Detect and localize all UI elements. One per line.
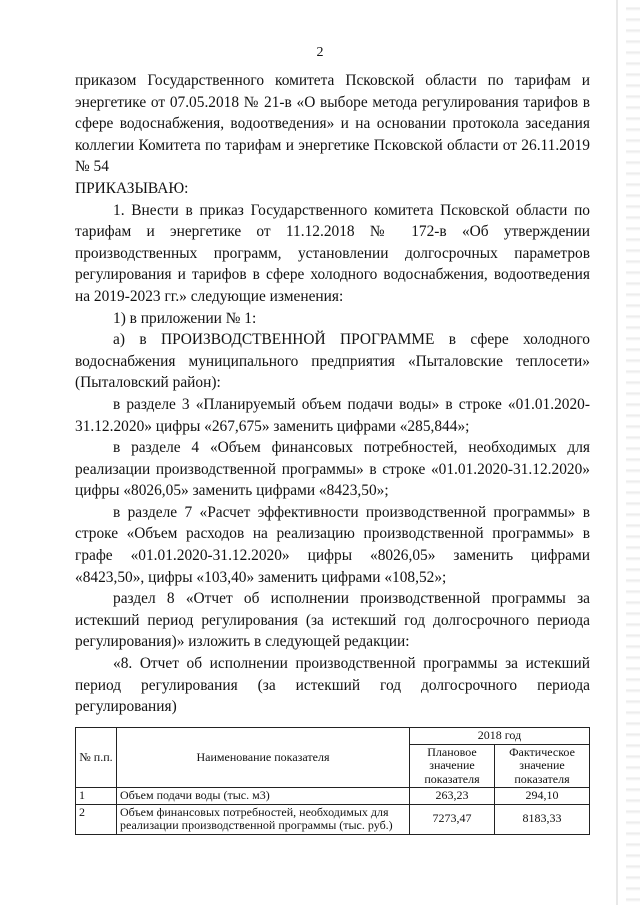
paragraph-section-7: в разделе 7 «Расчет эффективности производственной программы» в строке «Объем расходов на реализацию производственной программы» в графе «01.01.2020-31.12.2020» цифры «8026,05» заменить цифрами «8423,50», цифры «103,40» заменить цифрами «108,52»; (75, 503, 590, 586)
scan-edge-line (616, 0, 618, 905)
row-indicator-name: Объем подачи воды (тыс. м3) (117, 788, 410, 805)
paragraph-order-heading: ПРИКАЗЫВАЮ: (75, 179, 189, 197)
paragraph-section-3: в разделе 3 «Планируемый объем подачи воды» в строке «01.01.2020-31.12.2020» цифры «267,675» заменить цифрами «285,844»; (75, 395, 590, 435)
row-fact-value: 294,10 (495, 788, 590, 805)
table-row (76, 788, 590, 805)
paragraph-section-8: раздел 8 «Отчет об исполнении производственной программы за истекший период регулирования (за истекший год долгосрочного периода регулирования)» изложить в следующей редакции: (75, 590, 590, 651)
paragraph-section-4: в разделе 4 «Объем финансовых потребностей, необходимых для реализации производственной программы» в строке «01.01.2020-31.12.2020» цифры «8026,05» заменить цифрами «8423,50»; (75, 439, 590, 500)
row-indicator-name: Объем финансовых потребностей, необходимых для реализации производственной программы (тыс. руб.) (117, 804, 410, 834)
header-number: № п.п. (76, 728, 117, 788)
paragraph-item-1: 1. Внести в приказ Государственного комитета Псковской области по тарифам и энергетике от 11.12.2018 № 172-в «Об утверждении производственных программ, установлении долгосрочных параметров регулирования и тарифов в сфере холодного водоснабжения, водоотведения на 2019-2023 гг.» следующие изменения: (75, 201, 590, 305)
row-plan-value: 7273,47 (410, 804, 495, 834)
paragraph-program: а) в ПРОИЗВОДСТВЕННОЙ ПРОГРАММЕ в сфере холодного водоснабжения муниципального предприятия «Пыталовские теплосети» (Пыталовский район): (75, 331, 590, 392)
row-number: 2 (76, 804, 117, 834)
document-body (75, 70, 590, 718)
report-table-container (75, 727, 590, 835)
paragraph-appendix-1: 1) в приложении № 1: (113, 309, 257, 327)
scan-edge-noise (626, 0, 640, 905)
row-number: 1 (76, 788, 117, 805)
report-table (75, 727, 590, 835)
table-row (76, 804, 590, 834)
row-plan-value: 263,23 (410, 788, 495, 805)
paragraph-section-8-title: «8. Отчет об исполнении производственной программы за истекший период регулирования (за истекший год долгосрочного периода регулирования) (75, 655, 590, 716)
page-number: 2 (316, 45, 324, 60)
paragraph-basis: приказом Государственного комитета Псковской области по тарифам и энергетике от 07.05.2018 № 21-в «О выборе метода регулирования тарифов в сфере водоснабжения, водоотведения» и на основании протокола заседания коллегии Комитета по тарифам и энергетике Псковской области от 26.11.2019 № 54 (75, 72, 590, 176)
header-indicator-name: Наименование показателя (117, 728, 410, 788)
header-fact: Фактическое значение показателя (495, 744, 590, 788)
row-fact-value: 8183,33 (495, 804, 590, 834)
table-header-row (76, 728, 590, 745)
header-plan: Плановое значение показателя (410, 744, 495, 788)
header-year: 2018 год (410, 728, 590, 745)
